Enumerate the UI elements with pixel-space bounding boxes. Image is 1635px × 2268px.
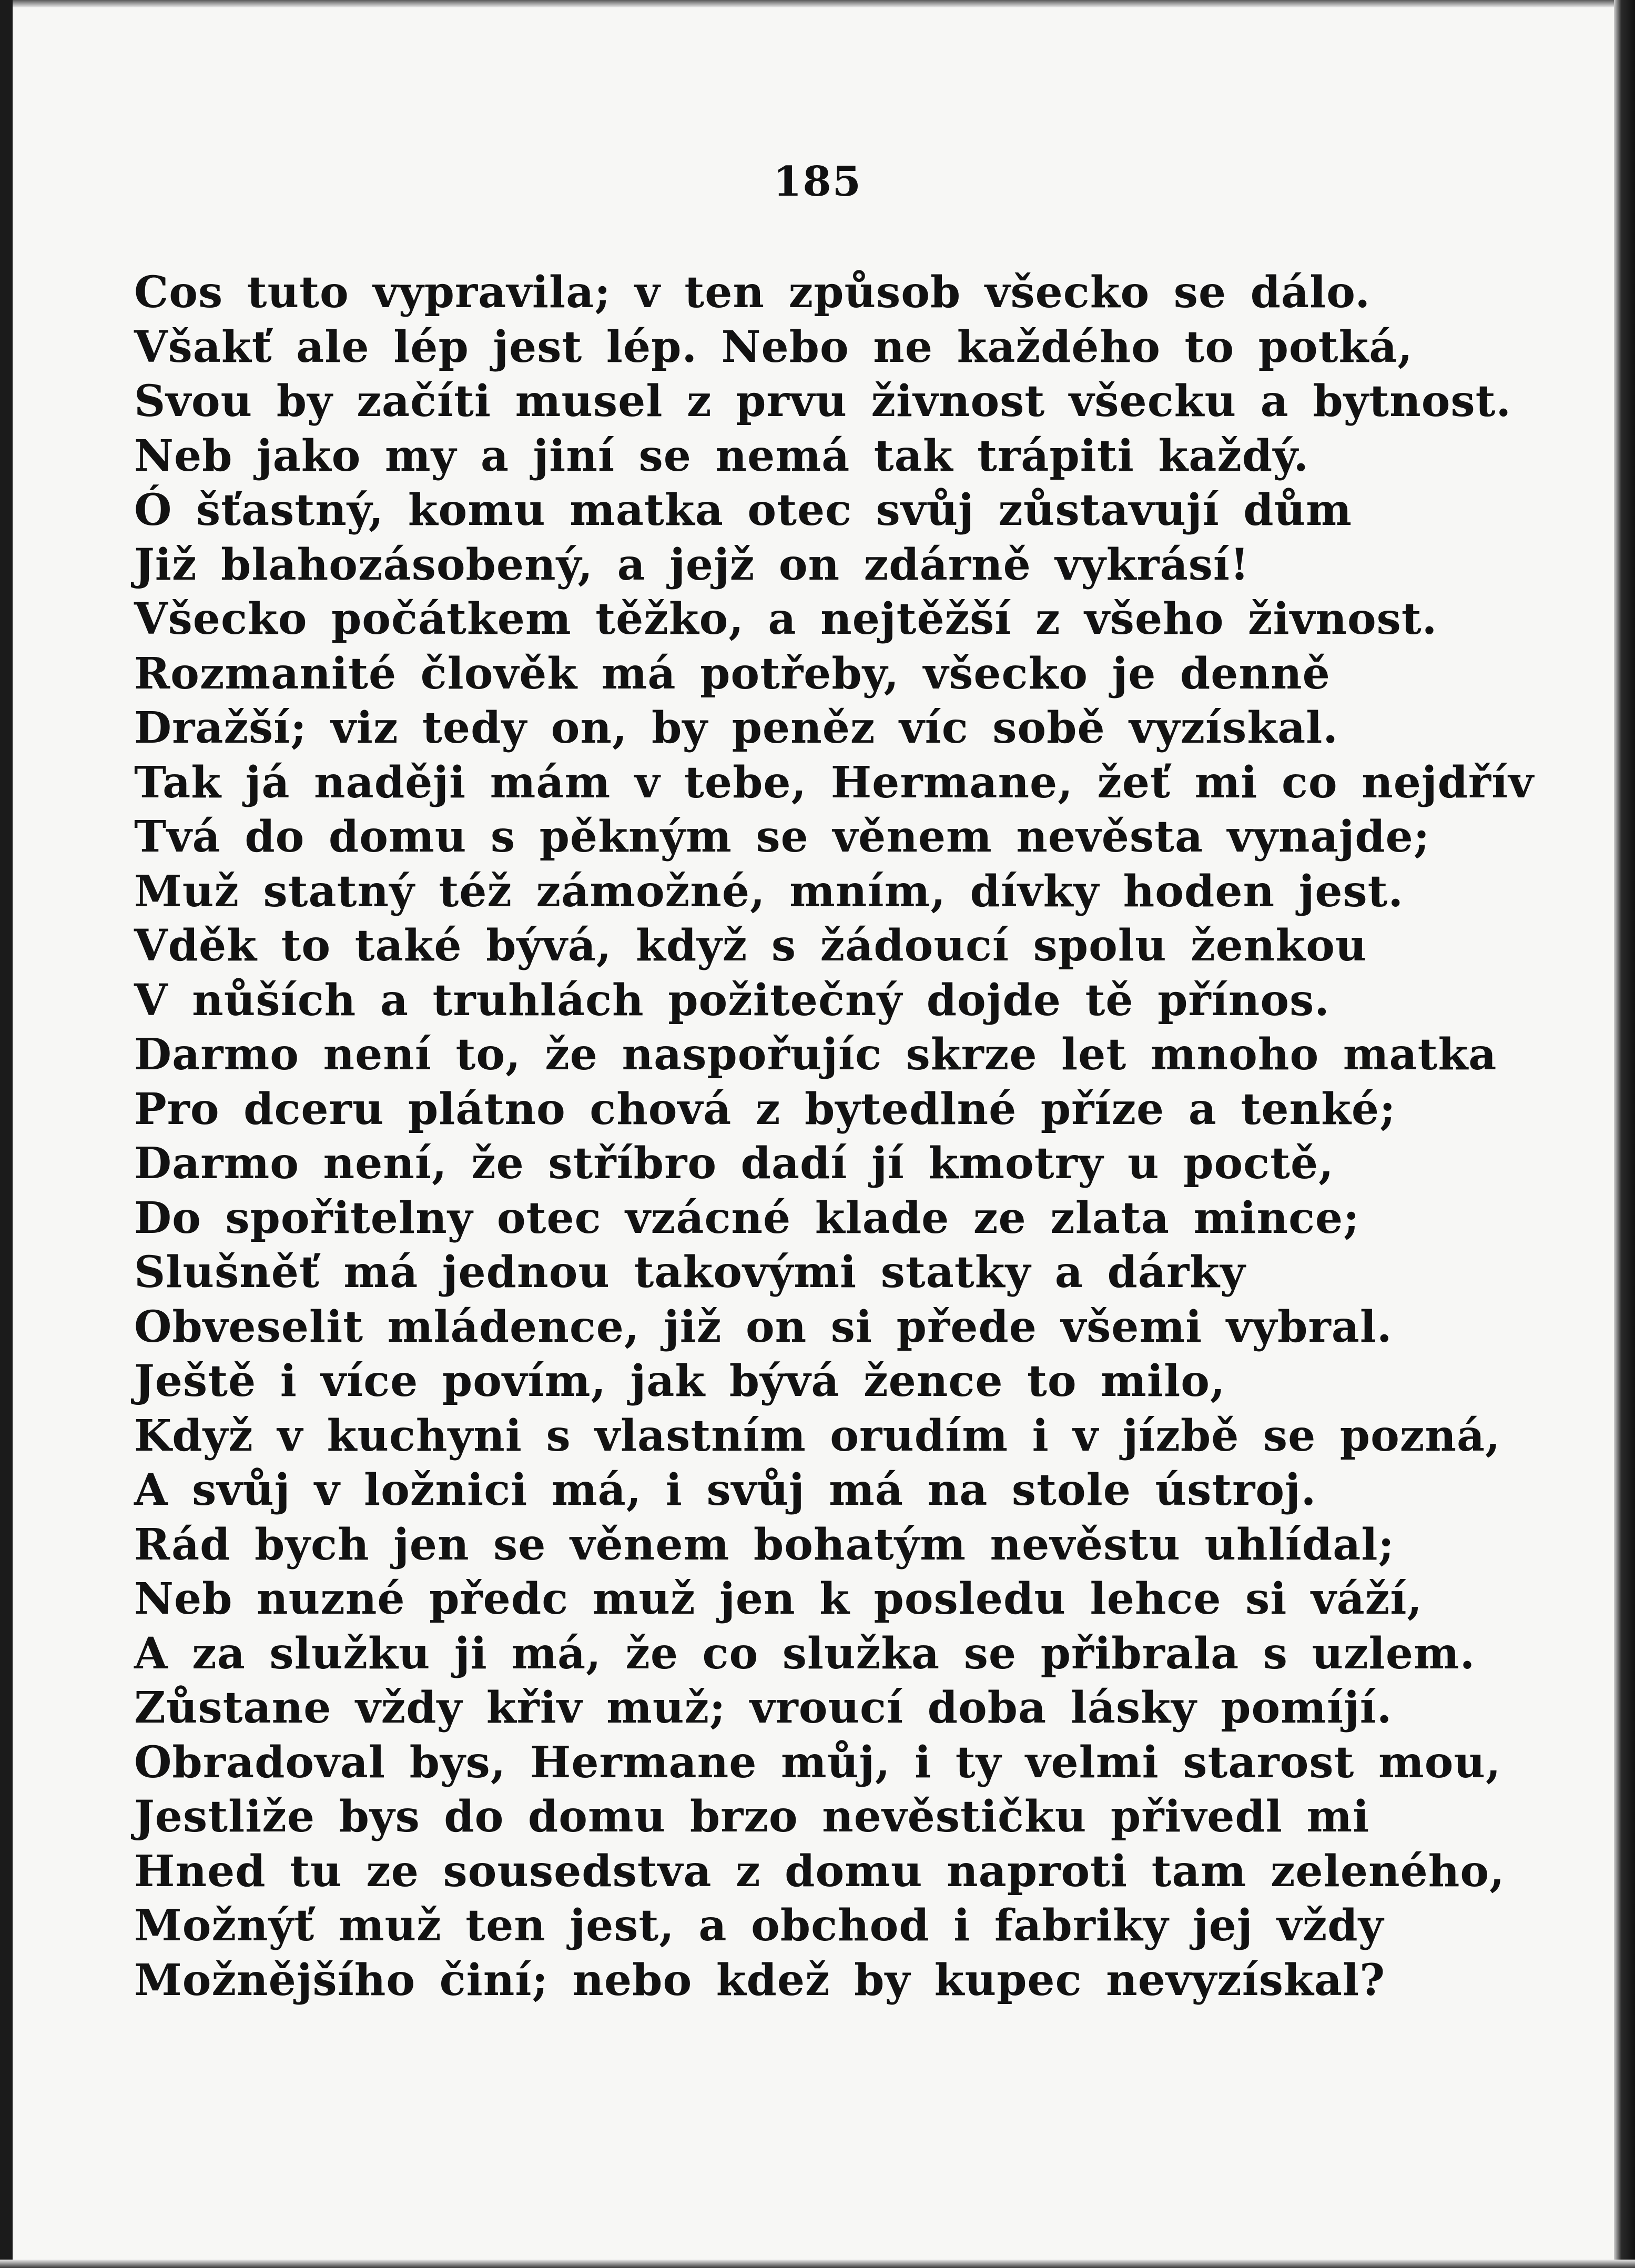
poem-line: Hned tu ze sousedstva z domu naproti tam zeleného, — [134, 1846, 1505, 1897]
poem-line: Obveselit mládence, již on si přede všemi vybral. — [134, 1301, 1393, 1352]
scan-edge-right — [1614, 0, 1635, 2268]
poem-line: Všakť ale lép jest lép. Nebo ne každého to potká, — [134, 321, 1413, 372]
poem-line: Rozmanité člověk má potřeby, všecko je denně — [134, 648, 1331, 699]
scan-edge-left — [0, 0, 13, 2268]
scan-edge-bottom — [0, 2260, 1635, 2268]
scan-edge-top — [0, 0, 1635, 7]
poem-line: Možnýť muž ten jest, a obchod i fabriky jej vždy — [134, 1900, 1384, 1951]
poem-line: Cos tuto vypravila; v ten způsob všecko se dálo. — [134, 267, 1371, 318]
poem-line: Jestliže bys do domu brzo nevěstičku přivedl mi — [134, 1791, 1370, 1842]
poem-line: Dražší; viz tedy on, by peněz víc sobě vyzískal. — [134, 703, 1338, 753]
poem-line: Muž statný též zámožné, mním, dívky hoden jest. — [134, 866, 1404, 917]
poem-line: Zůstane vždy křiv muž; vroucí doba lásky pomíjí. — [134, 1683, 1393, 1733]
poem-line: V nůších a truhlách požitečný dojde tě přínos. — [134, 975, 1330, 1026]
poem-line: Slušněť má jednou takovými statky a dárky — [134, 1247, 1246, 1298]
poem-line: Tvá do domu s pěkným se věnem nevěsta vynajde; — [134, 812, 1430, 862]
poem-line: A svůj v ložnici má, i svůj má na stole ústroj. — [134, 1465, 1317, 1515]
poem-line: Pro dceru plátno chová z bytedlné příze a tenké; — [134, 1084, 1396, 1135]
poem-line: Do spořitelny otec vzácné klade ze zlata mince; — [134, 1192, 1360, 1243]
page-number: 185 — [773, 158, 862, 206]
poem-line: Již blahozásobený, a jejž on zdárně vykrásí! — [134, 539, 1250, 590]
poem-line: Obradoval bys, Hermane můj, i ty velmi starost mou, — [134, 1737, 1501, 1788]
poem-line: Svou by začíti musel z prvu živnost všecku a bytnost. — [134, 376, 1512, 427]
poem-line: Rád bych jen se věnem bohatým nevěstu uhlídal; — [134, 1519, 1395, 1570]
poem-line: Všecko počátkem těžko, a nejtěžší z všeho živnost. — [134, 594, 1438, 644]
poem-line: A za služku ji má, že co služka se přibrala s uzlem. — [134, 1628, 1476, 1679]
poem-line: Vděk to také bývá, když s žádoucí spolu ženkou — [134, 920, 1367, 971]
poem-line: Možnějšího činí; nebo kdež by kupec nevyzískal? — [134, 1955, 1386, 2006]
poem-line: Ó šťastný, komu matka otec svůj zůstavují dům — [134, 485, 1352, 535]
poem-line: Neb nuzné předc muž jen k posledu lehce si váží, — [134, 1574, 1423, 1624]
poem-line: Když v kuchyni s vlastním orudím i v jízbě se pozná, — [134, 1410, 1501, 1461]
poem-text — [134, 266, 1596, 2008]
poem-line: Darmo není, že stříbro dadí jí kmotry u poctě, — [134, 1138, 1334, 1189]
poem-line: Ještě i více povím, jak bývá žence to milo, — [134, 1356, 1226, 1406]
poem-line: Darmo není to, že naspořujíc skrze let mnoho matka — [134, 1029, 1497, 1080]
poem-line: Neb jako my a jiní se nemá tak trápiti každý. — [134, 430, 1309, 481]
poem-line: Tak já naději mám v tebe, Hermane, žeť mi co nejdřív — [134, 757, 1534, 808]
